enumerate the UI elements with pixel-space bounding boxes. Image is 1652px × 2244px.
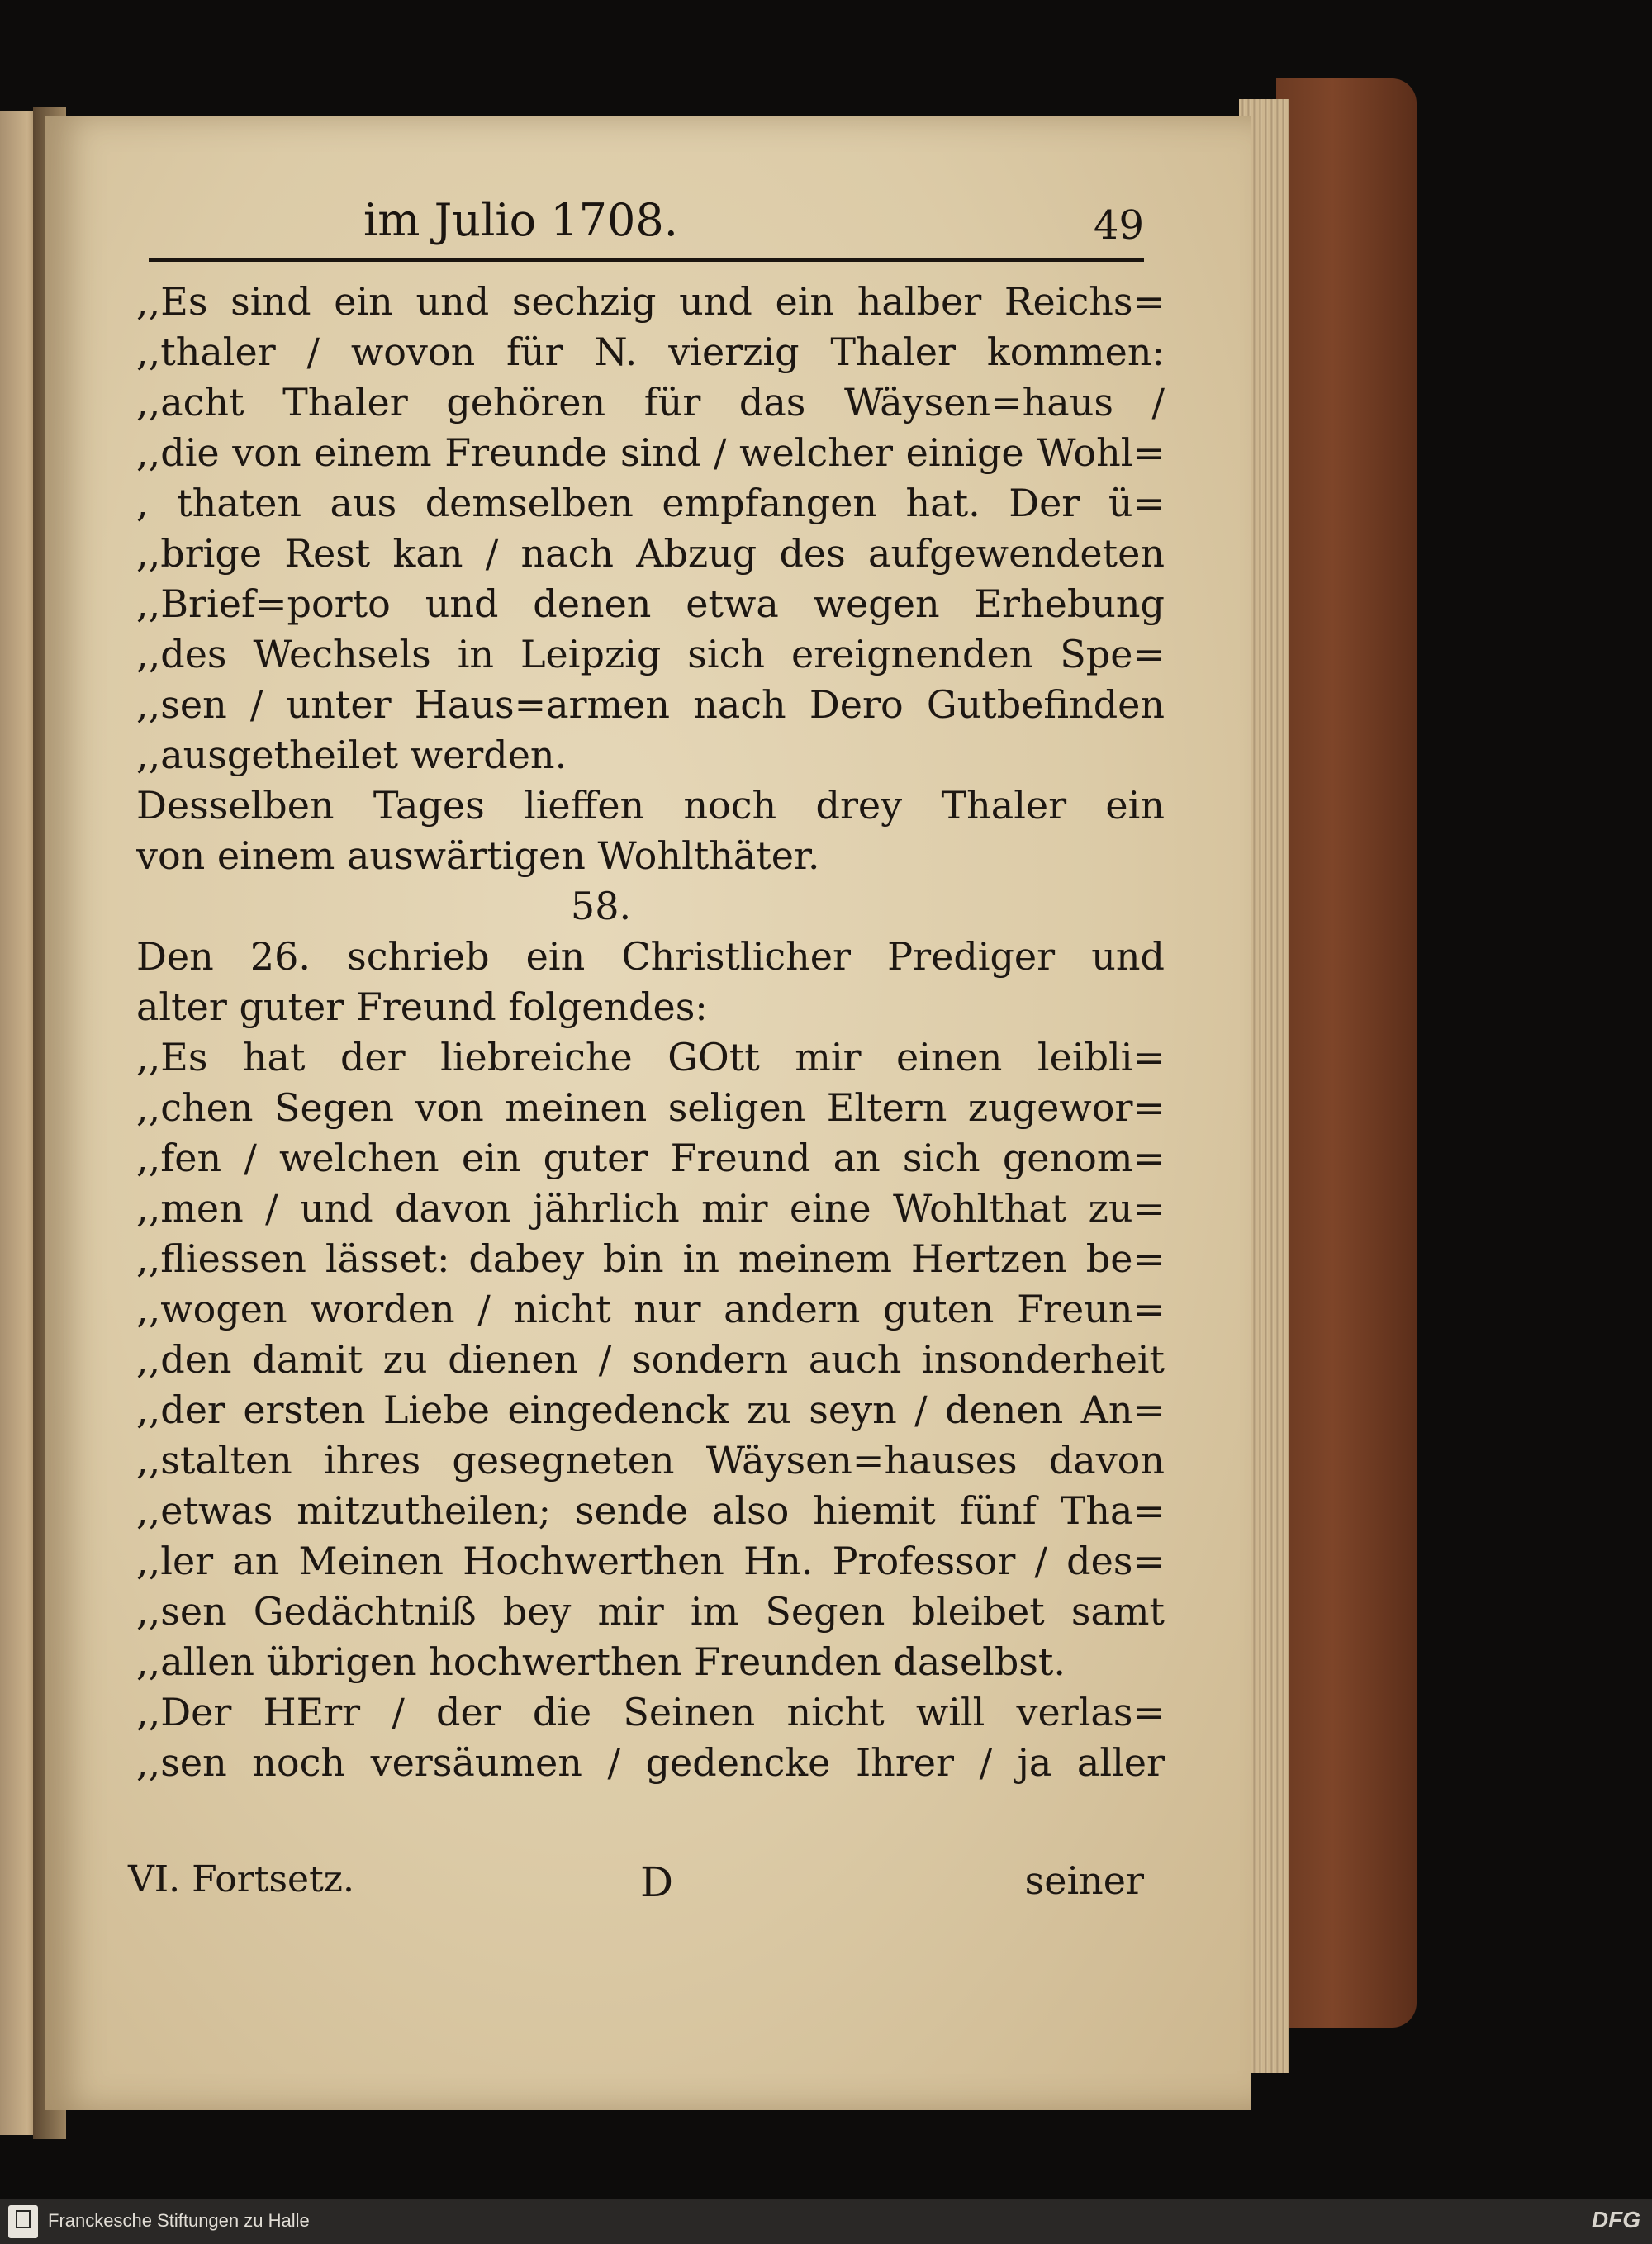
catchword: seiner [1024,1858,1144,1903]
text-line: ,,des Wechsels in Leipzig sich ereignenden Spe= [136,632,1165,676]
text-line: ,,allen übrigen hochwerthen Freunden daselbst. [136,1639,1066,1684]
text-line: ,,der ersten Liebe eingedenck zu seyn / denen An= [136,1388,1165,1432]
text-line: Den 26. schrieb ein Christlicher Prediger und [136,934,1165,979]
text-line: ,,wogen worden / nicht nur andern guten Freun= [136,1287,1165,1331]
text-line: ,,etwas mitzutheilen; sende also hiemit fünf Tha= [136,1488,1165,1533]
running-head: im Julio 1708. [363,194,678,246]
text-line: ,,fen / welchen ein guter Freund an sich genom= [136,1136,1165,1180]
text-line: ,,brige Rest kan / nach Abzug des aufgewendeten [136,531,1165,576]
text-line: Desselben Tages lieffen noch drey Thaler ein [136,783,1165,828]
text-line: ,,ler an Meinen Hochwerthen Hn. Professor / des= [136,1539,1165,1583]
text-line: ,,Brief=porto und denen etwa wegen Erhebung [136,581,1165,626]
text-line: ,,thaler / wovon für N. vierzig Thaler kommen: [136,330,1165,374]
text-line: ,,sen Gedächtniß bey mir im Segen bleibet samt [136,1589,1165,1634]
text-line: ,,stalten ihres gesegneten Wäysen=hauses davon [136,1438,1165,1483]
text-line: ,,chen Segen von meinen seligen Eltern zugewor= [136,1085,1165,1130]
text-line: ,,sen / unter Haus=armen nach Dero Gutbefinden [136,682,1165,727]
text-line: ,,Der HErr / der die Seinen nicht will verlas= [136,1690,1165,1734]
text-line: , thaten aus demselben empfangen hat. Der ü= [136,481,1165,525]
book-page [45,116,1251,2110]
text-line: ,,Es hat der liebreiche GOtt mir einen leibli= [136,1035,1165,1079]
text-line: alter guter Freund folgendes: [136,984,708,1029]
page-footer [128,1858,1144,1916]
institution-name: Franckesche Stiftungen zu Halle [48,2210,310,2231]
entry-number: 58. [570,884,632,928]
text-line: von einem auswärtigen Wohlthäter. [136,833,820,878]
text-line: ,,men / und davon jährlich mir eine Wohlthat zu= [136,1186,1165,1231]
sheet-mark: D [640,1858,674,1906]
footer-banner [0,2199,1652,2244]
dfg-logo: DFG [1591,2207,1640,2232]
institution-logo-icon [8,2205,38,2238]
signature-mark: VI. Fortsetz. [128,1858,354,1900]
page-number: 49 [1093,202,1144,249]
text-line: ,,fliessen lässet: dabey bin in meinem Hertzen be= [136,1236,1165,1281]
book-cover [1276,78,1417,2028]
body-text [136,277,1165,1788]
text-line: ,,sen noch versäumen / gedencke Ihrer / ja aller [136,1740,1165,1785]
text-line: ,,den damit zu dienen / sondern auch insonderheit [136,1337,1165,1382]
header-rule [149,258,1144,262]
text-line: ,,acht Thaler gehören für das Wäysen=haus / [136,380,1165,425]
text-line: ,,ausgetheilet werden. [136,733,567,777]
text-line: ,,die von einem Freunde sind / welcher einige Wohl= [136,430,1165,475]
page-header [145,194,1144,260]
text-line: ,,Es sind ein und sechzig und ein halber Reichs= [136,279,1165,324]
